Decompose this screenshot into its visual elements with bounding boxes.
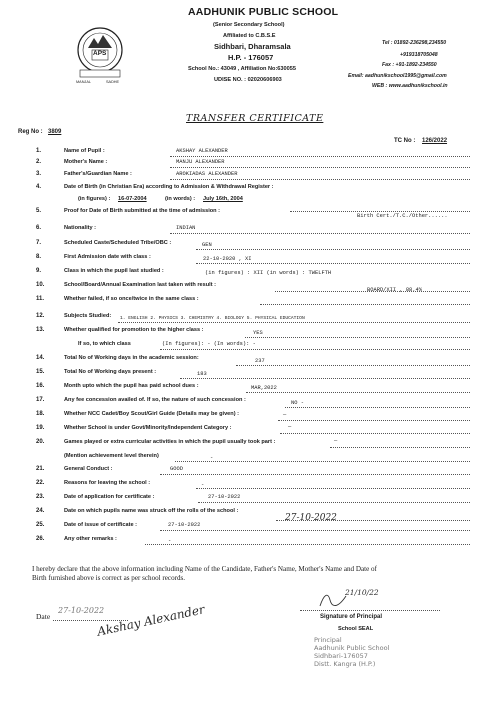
row-value: 1. ENGLISH 2. PHYSICS 3. CHEMISTRY 4. BIOLOGY 5. PHYSICAL EDUCATION [120,316,305,321]
row-label: Reasons for leaving the school : [64,480,151,486]
principal-signature-mark [318,590,348,610]
row-number: 23. [36,494,45,500]
underline [196,488,470,489]
underline [260,304,470,305]
row-number: 25. [36,522,45,528]
row-label: School/Board/Annual Examination last taken with result : [64,282,216,288]
row-label: Date of application for certificate : [64,494,155,500]
underline [278,420,470,421]
underline [170,167,470,168]
stamp-line: Distt. Kangra (H.P.) [314,660,376,668]
underline [196,249,470,250]
reg-no-value: 3809 [48,129,62,135]
row-value-handwritten: 27-10-2022 [285,513,337,523]
row-label: General Conduct : [64,466,113,472]
row-value: (in figures) : XII (in words) : TWELFTH [205,270,332,276]
row-label: Class in which the pupil last studied : [64,268,164,274]
row-value: 237 [255,358,265,364]
row-label: First Admission date with class : [64,254,151,260]
row-number: 3. [36,171,42,177]
row-value: AROKIADAS ALEXANDER [176,171,238,177]
underline [236,365,470,366]
postal-code: H.P. - 176057 [228,53,274,62]
row-label: Subjects Studied: [64,313,112,319]
row-label: Proof for Date of Birth submitted at the time of admission : [64,208,221,214]
row-value: 183 [197,371,207,377]
row-number: 21. [36,466,45,472]
mention-label: (Mention achievement level therein) [64,453,159,459]
row-value: MAR,2022 [251,385,277,391]
date-label: Date [36,612,51,621]
stamp-line: Principal [314,636,342,644]
logo-ribbon-left: MANJAL [76,80,91,84]
underline [180,378,470,379]
row-label: Father's/Guardian Name : [64,171,132,177]
underline [170,179,470,180]
underline [285,407,470,408]
row-number: 20. [36,439,45,445]
row-label: Whether School is under Govt/Minority/Independent Category : [64,425,232,431]
row-number: 26. [36,536,45,542]
underline [276,520,470,521]
school-number: School No.: 43049 , Affiliation No:630055 [188,66,296,72]
fax: Fax : +91-1892-234550 [382,62,437,68]
row-number: 22. [36,480,45,486]
underline [160,349,470,350]
row-number: 16. [36,383,45,389]
underline [246,392,470,393]
row-number: 2. [36,159,42,165]
row-value: GOOD [170,466,183,472]
underline [170,233,470,234]
row-number: 24. [36,508,45,514]
row-label: Nationality : [64,225,97,231]
row-label: Date on which pupils name was struck off the rolls of the school : [64,508,239,514]
underline [196,263,470,264]
row-number: 4. [36,184,42,190]
dob-figures-label: (in figures) : [78,196,111,202]
underline [290,211,470,212]
underline [118,322,470,323]
row-number: 15. [36,369,45,375]
if-so-values: (In figures): - (In words): - [162,341,256,347]
row-value: - [168,538,172,544]
row-value: GEN [202,242,212,248]
underline [160,530,470,531]
row-number: 6. [36,225,42,231]
underline [245,337,470,338]
document-title: TRANSFER CERTIFICATE [186,113,324,124]
row-value: BOARD/XII , 88.4% [367,287,422,293]
principal-stamp [314,636,389,668]
row-label: Date of Birth (in Christian Era) according to Admission & Withdrawal Register : [64,184,274,190]
affiliation: Affiliated to C.B.S.E [223,33,276,39]
location: Sidhbari, Dharamsala [214,42,291,51]
row-value: Birth Cert./T.C./Other...... [357,213,448,219]
row-value: 22-10-2020 , XI [203,256,252,262]
row-label: Games played or extra curricular activities in which the pupil usually took part : [64,439,276,445]
underline [330,447,470,448]
logo-text: APS [93,50,107,57]
row-label: Scheduled Caste/Scheduled Tribe/OBC : [64,240,172,246]
row-number: 17. [36,397,45,403]
declaration-line-1: I hereby declare that the above information including Name of the Candidate, Father's Name, Mother's Name and Date of [32,565,377,573]
udise-number: UDISE NO. : 02020606903 [214,77,282,83]
row-number: 19. [36,425,45,431]
row-number: 10. [36,282,45,288]
row-label: Total No of Working days in the academic session: [64,355,199,361]
row-label: Whether failed, if so once/twice in the same class : [64,296,199,302]
row-number: 8. [36,254,42,260]
row-label: Any fee concession availed of. If so, the nature of such concession : [64,397,246,403]
reg-no-label: Reg No : [18,129,43,135]
row-value: MANJU ALEXANDER [176,159,225,165]
underline [170,156,470,157]
dob-words-value: July 16th, 2004 [203,196,243,202]
row-number: 14. [36,355,45,361]
row-number: 13. [36,327,45,333]
email: Email: aadhunikschool1995@gmail.com [348,73,447,79]
row-label: Whether qualified for promotion to the higher class : [64,327,204,333]
row-value: NO - [291,400,304,406]
tc-no-label: TC No : [394,138,416,144]
declaration-line-2: Birth furnished above is correct as per school records. [32,574,186,582]
pupil-signature: Akshay Alexander [96,602,206,639]
row-number: 12. [36,313,45,319]
underline [160,474,470,475]
stamp-line: Sidhbari-176057 [314,652,368,660]
underline [145,544,470,545]
underline [175,461,470,462]
dob-words-label: (in words) : [165,196,196,202]
row-label: Total No of Working days present : [64,369,157,375]
underline [198,502,470,503]
row-value: AKSHAY ALEXANDER [176,148,228,154]
row-label: Whether NCC Cadet/Boy Scout/Girl Guide (Details may be given) : [64,411,239,417]
principal-signature-date: 21/10/22 [345,588,379,597]
school-logo [76,26,124,92]
row-label: Any other remarks : [64,536,117,542]
dob-figures-value: 16-07-2004 [118,196,147,202]
row-value: 27-10-2022 [208,494,241,500]
school-name: AADHUNIK PUBLIC SCHOOL [188,6,339,18]
row-number: 9. [36,268,42,274]
signature-underline [300,610,440,611]
row-number: 1. [36,148,42,154]
school-seal-label: School SEAL [338,626,374,632]
underline [280,433,470,434]
row-value: — [334,438,338,444]
row-number: 5. [36,208,42,214]
school-level: (Senior Secondary School) [213,22,285,28]
underline [275,291,470,292]
row-value: - [201,482,205,488]
row-value: YES [253,330,263,336]
row-value: INDIAN [176,225,196,231]
row-number: 7. [36,240,42,246]
if-so-label: If so, to which class [78,341,131,347]
row-value: 27-10-2022 [168,522,201,528]
row-label: Month upto which the pupil has paid school dues : [64,383,199,389]
stamp-line: Aadhunik Public School [314,644,390,652]
row-number: 18. [36,411,45,417]
tc-no-value: 126/2022 [422,138,448,144]
mobile: +919318705048 [400,52,438,58]
logo-ribbon-right: SADHE [106,80,120,84]
mention-value: - [210,455,214,461]
telephone: Tel : 01892-236298,234550 [382,40,447,46]
row-value: — [283,412,287,418]
row-label: Date of issue of certificate : [64,522,138,528]
signature-of-principal: Signature of Principal [320,614,383,620]
row-number: 11. [36,296,45,302]
row-label: Name of Pupil : [64,148,105,154]
row-label: Mother's Name : [64,159,108,165]
date-value-handwritten: 27-10-2022 [58,606,105,615]
row-value: — [288,424,292,430]
website: WEB : www.aadhunikschool.in [372,83,448,89]
